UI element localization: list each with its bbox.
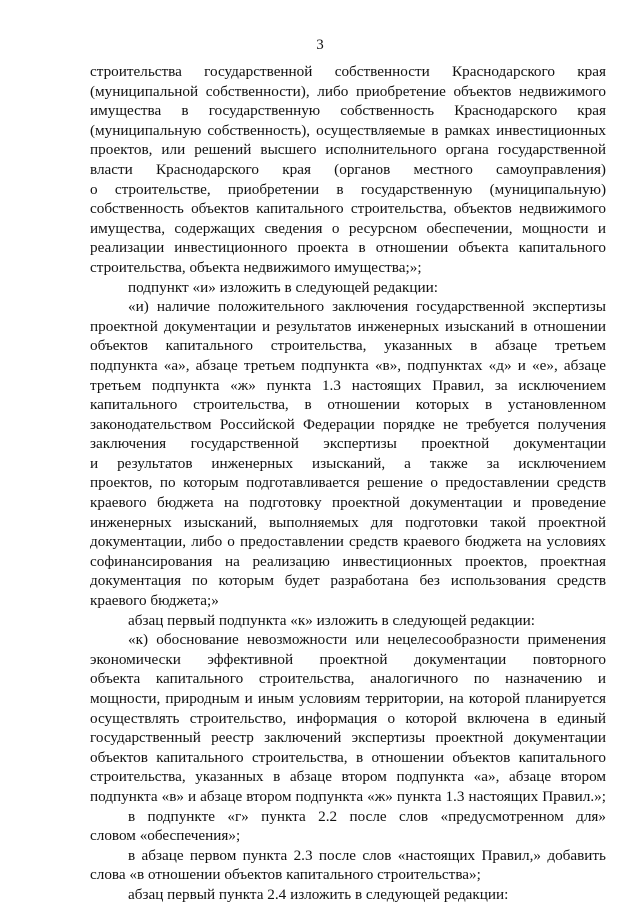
text-line: законодательством Российской Федерации порядке не требуется получения [90,415,606,433]
text-line: имущества в государственную собственность Краснодарского края [90,102,606,120]
text-line: власти Краснодарского края (органов местного самоуправления) [90,160,606,178]
text-line: словом «обеспечения»; [90,827,241,845]
text-line: и результатов инженерных изысканий, а также за исключением [90,454,606,472]
text-line: собственность объектов капитального строительства, объектов недвижимого [90,200,606,218]
text-line: строительства, указанных в абзаце втором подпункта «а», абзаце втором [90,768,606,786]
text-line: «и) наличие положительного заключения государственной экспертизы [128,298,606,316]
text-line: о строительстве, приобретении в государственную (муниципальную) [90,180,606,198]
text-line: третьем подпункта «ж» пункта 1.3 настоящих Правил, за исключением [90,376,606,394]
text-line: документация по которым будет разработана без использования средств [90,572,606,590]
text-line: реализации инвестиционного проекта в отношении объекта капитального [90,239,606,257]
text-line: софинансирования на реализацию инвестиционных проектов, проектная [90,552,606,570]
text-line: в подпункте «г» пункта 2.2 после слов «предусмотренном для» [128,807,606,825]
text-line: проектов, по которым подготавливается решение о предоставлении средств [90,474,606,492]
text-line: инженерных изысканий, выполняемых для подготовки такой проектной [90,513,606,531]
text-line: заключения государственной экспертизы проектной документации [90,435,606,453]
text-line: имущества, содержащих сведения о ресурсном обеспечении, мощности и [90,219,606,237]
text-line: осуществлять строительство, информация о которой включена в единый [90,709,606,727]
text-line: мощности, природным и иным условиям территории, на которой планируется [90,690,606,707]
text-line: экономически эффективной проектной документации повторного [90,650,606,668]
text-line: в абзаце первом пункта 2.3 после слов «настоящих Правил,» добавить [128,846,606,864]
text-line: подпункта «в» и абзаце втором подпункта «ж» пункта 1.3 настоящих Правил.»; [90,787,606,805]
text-line: строительства государственной собственности Краснодарского края [90,63,606,80]
text-line: проектов, или решений высшего исполнительного органа государственной [90,141,606,159]
text-line: (муниципальной собственности), либо приобретение объектов недвижимого [90,82,606,100]
page-number: 3 [316,37,324,53]
text-line: (муниципальную собственность), осуществляемые в рамках инвестиционных [90,121,606,139]
text-line: краевого бюджета;» [90,592,219,610]
text-line: подпункт «и» изложить в следующей редакции: [128,278,438,296]
text-line: объекта капитального строительства, аналогичного по назначению и [90,670,606,688]
text-line: подпункта «а», абзаце третьем подпункта «в», подпунктах «д» и «е», абзаце [90,356,606,374]
text-line: строительства, объекта недвижимого имущества;»; [90,258,422,276]
text-line: слова «в отношении объектов капитального строительства»; [90,866,481,884]
text-line: абзац первый подпункта «к» изложить в следующей редакции: [128,611,535,629]
text-line: проектной документации и результатов инженерных изысканий в отношении [90,317,606,335]
text-line: абзац первый пункта 2.4 изложить в следующей редакции: [128,885,509,903]
text-line: капитального строительства, в отношении которых в установленном [90,396,606,414]
text-line: краевого бюджета на подготовку проектной документации и проведение [90,494,606,512]
text-line: «к) обоснование невозможности или нецелесообразности применения [128,631,606,649]
text-line: государственный реестр заключений экспертизы проектной документации [90,729,606,747]
text-line: объектов капитального строительства, в отношении объектов капитального [90,748,606,766]
text-line: объектов капитального строительства, указанных в абзаце третьем [90,337,606,355]
text-line: документации, либо о предоставлении средств краевого бюджета на условиях [90,533,606,551]
document-body [90,62,606,905]
